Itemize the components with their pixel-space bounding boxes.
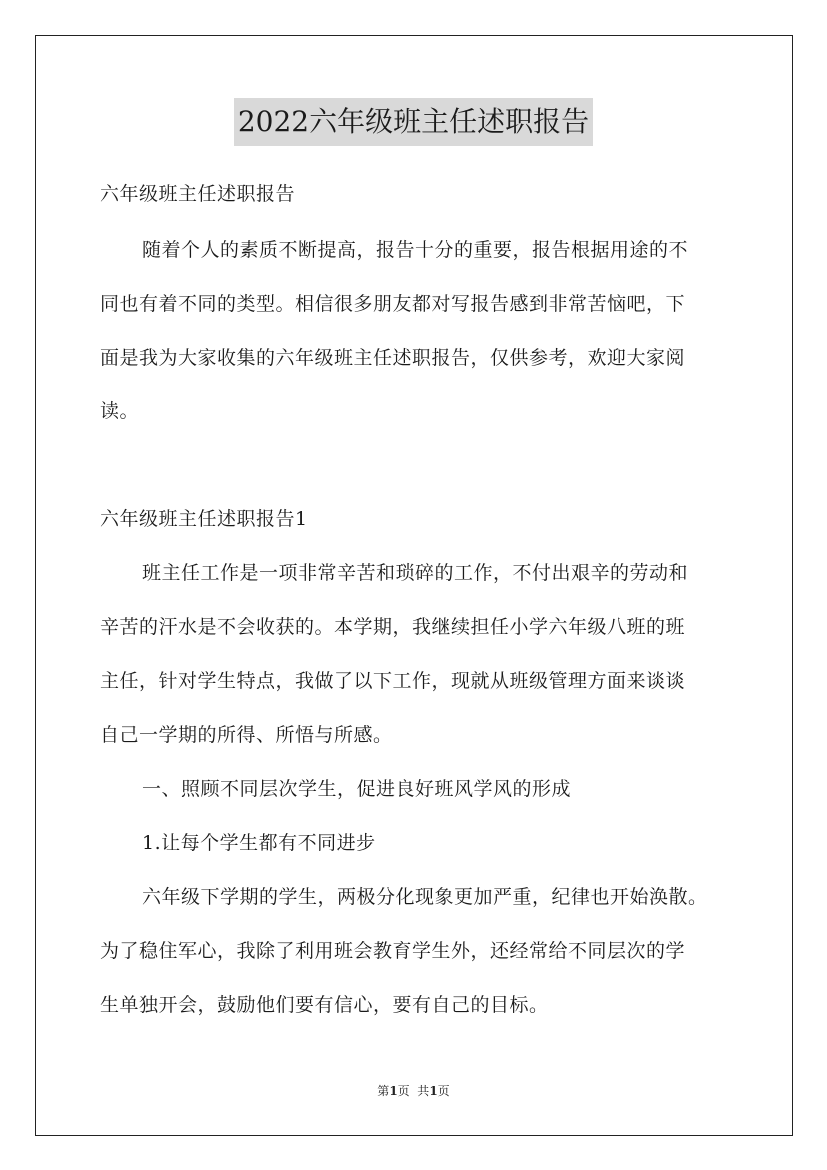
paragraph-line: 班主任工作是一项非常辛苦和琐碎的工作，不付出艰辛的劳动和 <box>142 562 689 584</box>
paragraph-line: 同也有着不同的类型。相信很多朋友都对写报告感到非常苦恼吧，下 <box>100 293 686 315</box>
paragraph-line: 一、照顾不同层次学生，促进良好班风学风的形成 <box>142 778 572 800</box>
subtitle-heading: 六年级班主任述职报告 <box>100 183 296 205</box>
document-title: 2022六年级班主任述职报告 <box>234 98 593 146</box>
footer-mid: 页 共 <box>397 1084 430 1098</box>
paragraph-line: 为了稳住军心，我除了利用班会教育学生外，还经常给不同层次的学 <box>100 940 686 962</box>
paragraph-line: 生单独开会，鼓励他们要有信心，要有自己的目标。 <box>100 994 549 1016</box>
footer-prefix: 第 <box>377 1084 390 1098</box>
paragraph-line: 面是我为大家收集的六年级班主任述职报告，仅供参考，欢迎大家阅 <box>100 347 686 369</box>
paragraph-line: 六年级下学期的学生，两极分化现象更加严重，纪律也开始涣散。 <box>142 886 708 908</box>
footer-total-pages: 1 <box>429 1084 438 1098</box>
paragraph-line: 读。 <box>100 400 140 422</box>
section-heading: 六年级班主任述职报告1 <box>100 508 308 530</box>
paragraph-line: 主任，针对学生特点，我做了以下工作，现就从班级管理方面来谈谈 <box>100 670 686 692</box>
paragraph-line: 随着个人的素质不断提高，报告十分的重要，报告根据用途的不 <box>142 239 689 261</box>
paragraph-line: 辛苦的汗水是不会收获的。本学期，我继续担任小学六年级八班的班 <box>100 616 686 638</box>
paragraph-line: 自己一学期的所得、所悟与所感。 <box>100 724 393 746</box>
paragraph-line: 1.让每个学生都有不同进步 <box>142 832 376 854</box>
footer-suffix: 页 <box>437 1084 450 1098</box>
footer-page-number: 1 <box>389 1084 398 1098</box>
page-footer <box>0 1082 827 1100</box>
title-container <box>0 98 827 146</box>
